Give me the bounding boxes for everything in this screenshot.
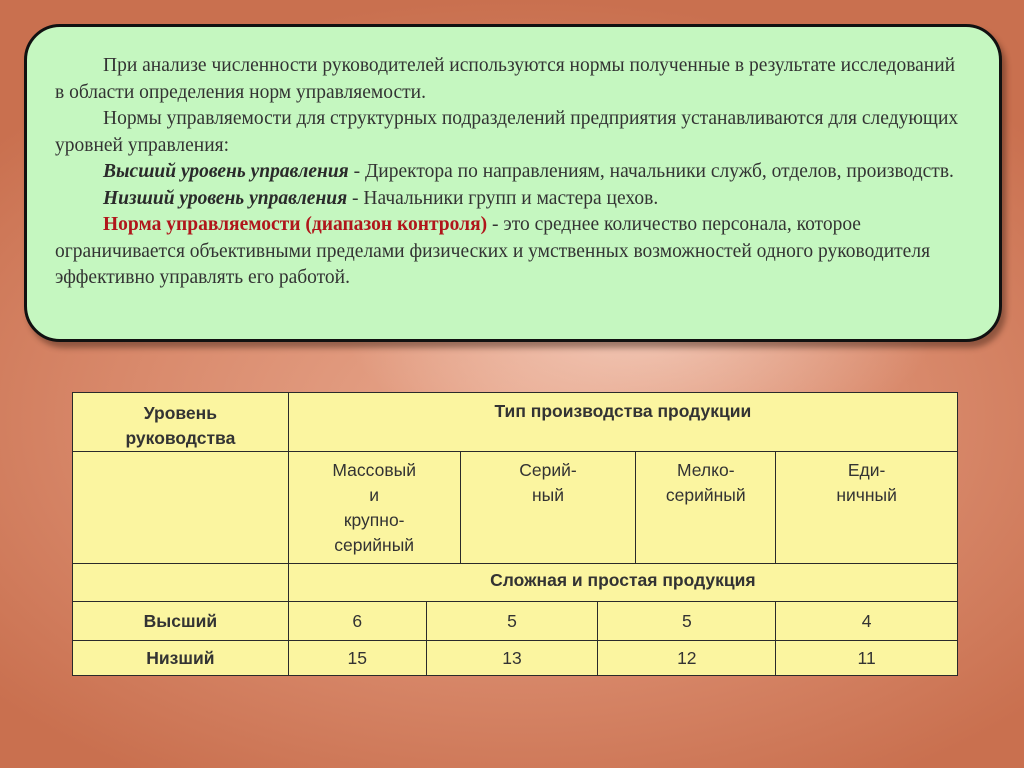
production-type-header: Тип производства продукции <box>288 393 957 452</box>
empty-cell <box>73 452 289 564</box>
col-serial-l2: ный <box>531 485 564 505</box>
paragraph-top-level <box>55 159 959 186</box>
col-small-serial-l1: Мелко- <box>677 460 735 480</box>
level-header-line2: руководства <box>125 428 236 448</box>
term-low-level: Низший уровень управления <box>103 187 348 209</box>
table-row <box>73 602 958 641</box>
level-header-line1: Уровень <box>143 403 217 423</box>
production-types-row <box>73 452 958 564</box>
table-row <box>73 641 958 676</box>
product-header-row <box>73 564 958 602</box>
col-mass-l1: Массовый <box>332 460 416 480</box>
level-header <box>73 393 289 452</box>
col-single <box>776 452 958 564</box>
value-cell: 13 <box>426 641 598 676</box>
desc-span-of-control: - это среднее количество персонала, которое ограничивается объективными пределами физических и умственных возможностей одного руководителя эффективно управлять его работой. <box>55 214 931 288</box>
col-mass-l3: крупно- <box>343 510 405 530</box>
col-serial-l1: Серий- <box>519 460 577 480</box>
value-cell: 5 <box>598 602 776 641</box>
term-span-of-control: Норма управляемости (диапазон контроля) <box>103 214 488 235</box>
paragraph-intro: При анализе численности руководителей используются нормы полученные в результате исследований в области определения норм управляемости. <box>55 55 956 103</box>
col-single-l2: ничный <box>836 485 897 505</box>
product-header: Сложная и простая продукция <box>288 564 957 602</box>
col-mass <box>288 452 460 564</box>
paragraph-levels: Нормы управляемости для структурных подразделений предприятия устанавливаются для следующих уровней управления: <box>55 108 959 156</box>
row-label-top: Высший <box>73 602 289 641</box>
col-single-l1: Еди- <box>847 460 886 480</box>
value-cell: 6 <box>288 602 426 641</box>
col-small-serial-l2: серийный <box>665 485 746 505</box>
col-mass-l2: и <box>369 485 380 505</box>
definitions-text-box <box>24 24 1002 342</box>
term-top-level: Высший уровень управления <box>103 161 349 182</box>
col-small-serial <box>636 452 776 564</box>
value-cell: 11 <box>776 641 958 676</box>
value-cell: 15 <box>288 641 426 676</box>
paragraph-span-of-control <box>55 212 959 292</box>
management-norms-table <box>72 392 958 676</box>
value-cell: 4 <box>776 602 958 641</box>
desc-low-level: - Начальники групп и мастера цехов. <box>347 187 659 209</box>
paragraph-low-level <box>55 186 959 213</box>
desc-top-level: - Директора по направлениям, начальники служб, отделов, производств. <box>348 161 954 182</box>
value-cell: 5 <box>426 602 598 641</box>
value-cell: 12 <box>598 641 776 676</box>
col-serial <box>460 452 636 564</box>
table-header-row <box>73 393 958 452</box>
col-mass-l4: серийный <box>334 535 415 555</box>
row-label-low: Низший <box>73 641 289 676</box>
empty-cell <box>73 564 289 602</box>
